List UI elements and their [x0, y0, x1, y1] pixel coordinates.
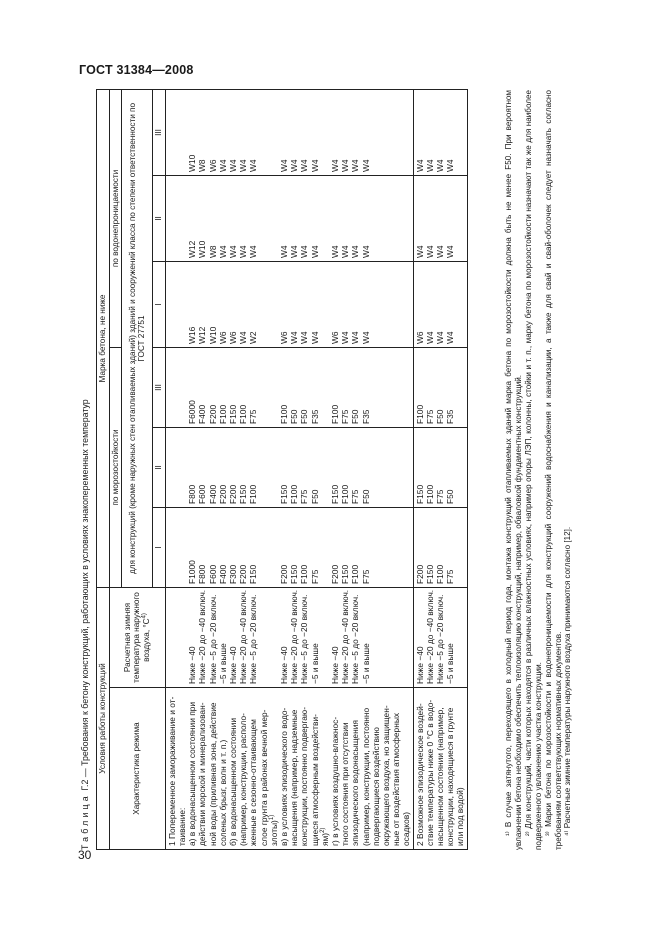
grade-value: W4	[299, 159, 310, 172]
row-gap	[177, 511, 187, 584]
row-gap	[259, 591, 269, 684]
grade-value: F75	[248, 409, 259, 424]
mode-text-line: щиеся атмосферным воздействи-	[309, 714, 320, 846]
grade-value: F150	[227, 404, 238, 424]
grade-value: F400	[207, 484, 218, 504]
row-gap	[177, 93, 187, 172]
grade-value: W4	[360, 331, 371, 344]
grade-value: W6	[217, 331, 228, 344]
grade-value: W4	[445, 331, 456, 344]
grade-value: F100	[424, 484, 435, 504]
grade-value: W4	[435, 245, 446, 258]
grade-value: W12	[187, 240, 198, 258]
grade-value: F50	[309, 489, 320, 504]
mode-text-line: в) в условиях эпизодического водо-	[279, 707, 290, 846]
mode-text-line: насыщенном состоянии (например,	[435, 707, 446, 846]
mode-text-line: а) в водонасыщенном состоянии при	[187, 701, 198, 846]
row-gap	[177, 179, 187, 258]
temperature-range: Ниже −40	[329, 646, 340, 684]
header-c6: III	[153, 89, 166, 175]
temperature-range: Ниже −20 до −40 включ.	[289, 589, 300, 684]
row-gap	[269, 431, 279, 504]
temperature-range: Ниже −40	[278, 646, 289, 684]
grade-value: F75	[445, 569, 456, 584]
grade-value: W4	[350, 159, 361, 172]
grade-value: W4	[299, 331, 310, 344]
grade-value: W4	[350, 245, 361, 258]
grade-value: F75	[299, 489, 310, 504]
group1-frost-III	[165, 347, 413, 427]
table-row-group1	[165, 89, 413, 849]
temperature-range: Ниже −40	[414, 646, 425, 684]
temperature-range: −5 и выше	[217, 643, 228, 684]
row-gap	[259, 179, 269, 258]
mode-text-line: ные от воздействия атмосферных	[391, 712, 402, 846]
row-gap	[177, 591, 187, 684]
concrete-requirements-table	[96, 89, 468, 850]
grade-value: W4	[329, 159, 340, 172]
mode-text-line: конструкции, находящиеся в грунте	[445, 707, 456, 846]
grade-value: W6	[329, 331, 340, 344]
footnote-1: ¹⁾ В случае затянутого, переходящего в холодный период года, монтажа конструкций отапливаемых зданий марка бетона по морозостойкости должна быть не менее F50. При вероятном увлажнении бетона необходимо обеспечить теплоизоляцию конструкций, например, обваловкой фундаментных конструкций.	[504, 90, 523, 850]
footnote-ref: 1)	[269, 814, 276, 821]
mode-text-line: ям)$^{2)}$	[319, 827, 330, 846]
group1-mode-cell	[165, 688, 413, 850]
temperature-range: −5 и выше	[360, 643, 371, 684]
header-conditions: Условия работы конструкций	[97, 587, 110, 849]
temperature-range: Ниже −5 до −20 включ.	[207, 594, 218, 684]
row-gap	[259, 431, 269, 504]
grade-value: W4	[227, 159, 238, 172]
group1-water-II	[165, 175, 413, 261]
header-c4: I	[153, 261, 166, 347]
grade-value: F50	[289, 409, 300, 424]
grade-value: F200	[238, 564, 249, 584]
grade-value: F150	[424, 564, 435, 584]
header-temp	[109, 587, 165, 687]
temperature-range: Ниже −20 до −40 включ.	[424, 589, 435, 684]
grade-value: F150	[278, 484, 289, 504]
grade-value: W4	[217, 245, 228, 258]
temperature-range: −5 и выше	[309, 643, 320, 684]
grade-value: F100	[329, 404, 340, 424]
mode-text-line: г) в условиях воздушно-влажнос-	[330, 716, 341, 846]
grade-value: W4	[414, 159, 425, 172]
row-gap	[259, 265, 269, 344]
grade-value: F200	[329, 564, 340, 584]
grade-value: W8	[197, 159, 208, 172]
group2-water-II	[413, 175, 467, 261]
grade-value: W10	[207, 326, 218, 344]
grade-value: F200	[217, 484, 228, 504]
grade-value: W4	[360, 159, 371, 172]
group2-frost-II	[413, 427, 467, 507]
temperature-range: Ниже −5 до −20 включ.	[248, 594, 259, 684]
row-gap	[177, 351, 187, 424]
grade-value: F300	[227, 564, 238, 584]
grade-value: F150	[248, 564, 259, 584]
row-gap	[269, 93, 279, 172]
grade-value: F1000	[187, 560, 198, 584]
temperature-range: Ниже −20 до −40 включ.	[340, 589, 351, 684]
group2-mode-cell	[413, 688, 467, 850]
grade-value: F50	[445, 489, 456, 504]
mode-text-line: тного состояния при отсутствии	[340, 722, 351, 846]
group2-frost-III	[413, 347, 467, 427]
group1-temp-cell	[165, 587, 413, 687]
grade-value: W4	[340, 245, 351, 258]
grade-value: W4	[340, 331, 351, 344]
grade-value: W4	[289, 331, 300, 344]
grade-value: W4	[435, 331, 446, 344]
grade-value: W12	[197, 326, 208, 344]
grade-value: F200	[207, 404, 218, 424]
row-gap	[269, 351, 279, 424]
grade-value: F50	[435, 409, 446, 424]
group2-temp-cell	[413, 587, 467, 687]
grade-value: F100	[340, 484, 351, 504]
mode-text-line: таивание:	[176, 807, 187, 846]
grade-value: F100	[350, 564, 361, 584]
temperature-range: Ниже −5 до −20 включ.	[299, 594, 310, 684]
grade-value: F150	[289, 564, 300, 584]
mode-text-line: насыщения (например, надземные	[289, 709, 300, 846]
row-gap	[269, 179, 279, 258]
table-footnotes	[504, 90, 573, 850]
grade-value: W4	[278, 159, 289, 172]
footnote-3: ³⁾ Марки бетона по морозостойкости и водонепроницаемости для конструкций сооружений водоснабжения и канализации, а также для свай и свай-оболочек следует назначать согласно требованиям соответствующих нормативных документов.	[543, 90, 563, 850]
grade-value: F200	[278, 564, 289, 584]
grade-value: F600	[207, 564, 218, 584]
group2-frost-I	[413, 507, 467, 587]
mode-text-line: слое грунта в районах вечной мер-	[258, 709, 269, 846]
grade-value: F200	[414, 564, 425, 584]
grade-value: W6	[227, 331, 238, 344]
row-gap	[167, 265, 177, 344]
grade-value: W4	[278, 245, 289, 258]
mode-text-line: (например, конструкции, постоянно	[360, 707, 371, 846]
page-number: 30	[78, 848, 92, 862]
grade-value: F100	[289, 484, 300, 504]
row-gap	[320, 179, 330, 258]
mode-text-line: ной воды (приливная зона, действие	[207, 702, 218, 846]
grade-value: F75	[309, 569, 320, 584]
footnote-ref: 2)	[320, 827, 327, 833]
header-c2: II	[153, 427, 166, 507]
header-c1: I	[153, 507, 166, 587]
grade-value: F150	[238, 484, 249, 504]
grade-value: F150	[340, 564, 351, 584]
header-frost: по морозостойкости	[109, 347, 122, 587]
temperature-range: Ниже −5 до −20 включ.	[350, 594, 361, 684]
row-gap	[177, 431, 187, 504]
grade-value: F75	[340, 409, 351, 424]
header-mode: Характеристика режима	[109, 688, 165, 850]
temperature-range: Ниже −40	[187, 646, 198, 684]
header-class: для конструкций (кроме наружных стен отапливаемых зданий) зданий и сооружений класса по степени ответственности по ГОСТ 27751	[122, 89, 153, 587]
grade-value: F75	[435, 489, 446, 504]
grade-value: W10	[187, 154, 198, 172]
group1-water-I	[165, 261, 413, 347]
row-gap	[320, 511, 330, 584]
table-row-group2	[413, 89, 467, 849]
header-water: по водонепроницаемости	[109, 89, 122, 347]
grade-value: W4	[238, 245, 249, 258]
mode-text-line: действии морской и минерализован-	[197, 702, 208, 846]
grade-value: F200	[227, 484, 238, 504]
grade-value: F100	[278, 404, 289, 424]
grade-value: F400	[197, 404, 208, 424]
row-gap	[269, 591, 279, 684]
row-gap	[177, 265, 187, 344]
mode-text-line: ствие температуры ниже 0 °С в водо-	[424, 699, 435, 846]
grade-value: W10	[197, 240, 208, 258]
row-gap	[320, 431, 330, 504]
row-gap	[320, 93, 330, 172]
mode-text-line: эпизодического водонасыщения	[350, 720, 361, 846]
row-gap	[167, 179, 177, 258]
grade-value: W4	[445, 159, 456, 172]
header-grade: Марка бетона, не ниже	[97, 89, 110, 587]
mode-text-line: подвергающиеся воздействию	[370, 727, 381, 846]
row-gap	[259, 511, 269, 584]
row-gap	[167, 351, 177, 424]
grade-value: W4	[299, 245, 310, 258]
group1-frost-II	[165, 427, 413, 507]
mode-text-line: злоты)$^{1)}$	[268, 814, 279, 846]
footnote-4: ⁴⁾ Расчетные зимние температуры наружного воздуха принимаются согласно [12].	[563, 526, 573, 836]
mode-text-line: или под водой)	[455, 787, 466, 846]
grade-value: W4	[289, 159, 300, 172]
row-gap	[259, 351, 269, 424]
grade-value: W4	[340, 159, 351, 172]
grade-value: W6	[278, 331, 289, 344]
group2-water-III	[413, 89, 467, 175]
grade-value: F6000	[187, 400, 198, 424]
mode-text-line: женные в сезонно-оттаивающем	[248, 719, 259, 846]
grade-value: F150	[414, 484, 425, 504]
rotated-table-block	[80, 90, 600, 850]
temperature-range: Ниже −40	[227, 646, 238, 684]
mode-text-line: осадков)	[401, 811, 412, 846]
grade-value: W4	[238, 331, 249, 344]
grade-value: F100	[248, 484, 259, 504]
grade-value: F50	[360, 489, 371, 504]
row-gap	[167, 591, 177, 684]
mode-text-line: (например, конструкции, располо-	[238, 713, 249, 846]
grade-value: W2	[248, 331, 259, 344]
row-gap	[269, 511, 279, 584]
grade-value: W16	[187, 326, 198, 344]
grade-value: F100	[435, 564, 446, 584]
grade-value: F150	[329, 484, 340, 504]
grade-value: W4	[248, 159, 259, 172]
grade-value: W4	[424, 159, 435, 172]
grade-value: F50	[299, 409, 310, 424]
row-gap	[269, 265, 279, 344]
grade-value: F75	[424, 409, 435, 424]
header-c3: III	[153, 347, 166, 427]
grade-value: F100	[238, 404, 249, 424]
grade-value: W4	[424, 245, 435, 258]
grade-value: F600	[197, 484, 208, 504]
grade-value: W4	[435, 159, 446, 172]
grade-value: F100	[414, 404, 425, 424]
grade-value: W4	[424, 331, 435, 344]
grade-value: W4	[309, 159, 320, 172]
grade-value: F35	[445, 409, 456, 424]
grade-value: F400	[217, 564, 228, 584]
grade-value: W4	[289, 245, 300, 258]
grade-value: F800	[197, 564, 208, 584]
footnote-2: ²⁾ Для конструкций, части которых находятся в различных влажностных условиях, например опоры ЛЭП, колонны, стойки и т. п., марку бетона по морозостойкости назначают так же для наиболее подверженного увлажнению участка конструкции.	[523, 90, 543, 850]
mode-text-line: соленых брызг, волн и т. п.)	[217, 739, 228, 846]
temperature-range: Ниже −5 до −20 включ.	[435, 594, 446, 684]
grade-value: W4	[227, 245, 238, 258]
temperature-range: Ниже −20 до −40 включ.	[197, 589, 208, 684]
mode-text-line: окружающего воздуха, но защищен-	[381, 705, 392, 846]
grade-value: W4	[350, 331, 361, 344]
grade-value: W4	[414, 245, 425, 258]
grade-value: F100	[217, 404, 228, 424]
row-gap	[167, 431, 177, 504]
table-caption-label: Таблица	[80, 793, 90, 850]
row-gap	[320, 265, 330, 344]
table-caption	[80, 90, 94, 850]
grade-value: W4	[360, 245, 371, 258]
temperature-range: Ниже −20 до −40 включ.	[238, 589, 249, 684]
grade-value: W6	[207, 159, 218, 172]
header-c5: II	[153, 175, 166, 261]
grade-value: W4	[309, 245, 320, 258]
grade-value: F100	[299, 564, 310, 584]
grade-value: W4	[238, 159, 249, 172]
row-gap	[167, 511, 177, 584]
grade-value: W4	[248, 245, 259, 258]
document-header: ГОСТ 31384—2008	[79, 63, 194, 77]
grade-value: F35	[360, 409, 371, 424]
grade-value: W4	[309, 331, 320, 344]
row-gap	[320, 351, 330, 424]
grade-value: W4	[445, 245, 456, 258]
grade-value: F800	[187, 484, 198, 504]
grade-value: F50	[350, 409, 361, 424]
grade-value: W6	[414, 331, 425, 344]
header-temp-text: Расчетная зимняя температура наружного воздуха, °С	[122, 592, 151, 683]
group1-water-III	[165, 89, 413, 175]
grade-value: F35	[309, 409, 320, 424]
table-caption-text: Г.2 — Требования к бетону конструкций, работающих в условиях знакопеременных температур	[80, 399, 90, 791]
mode-text-line: конструкции, постоянно подвергаю-	[299, 706, 310, 846]
grade-value: F75	[350, 489, 361, 504]
grade-value: W8	[207, 245, 218, 258]
mode-text-line: 1 Попеременное замораживание и от-	[166, 696, 177, 846]
group1-frost-I	[165, 507, 413, 587]
mode-text-line: 2 Возможное эпизодическое воздей-	[414, 703, 425, 846]
group2-water-I	[413, 261, 467, 347]
row-gap	[167, 93, 177, 172]
header-temp-sup: 4)	[141, 613, 148, 619]
mode-text-line: б) в водонасыщенном состоянии	[228, 717, 238, 846]
row-gap	[320, 591, 330, 684]
row-gap	[259, 93, 269, 172]
grade-value: W4	[217, 159, 228, 172]
grade-value: W4	[329, 245, 340, 258]
grade-value: F75	[360, 569, 371, 584]
temperature-range: −5 и выше	[445, 643, 456, 684]
